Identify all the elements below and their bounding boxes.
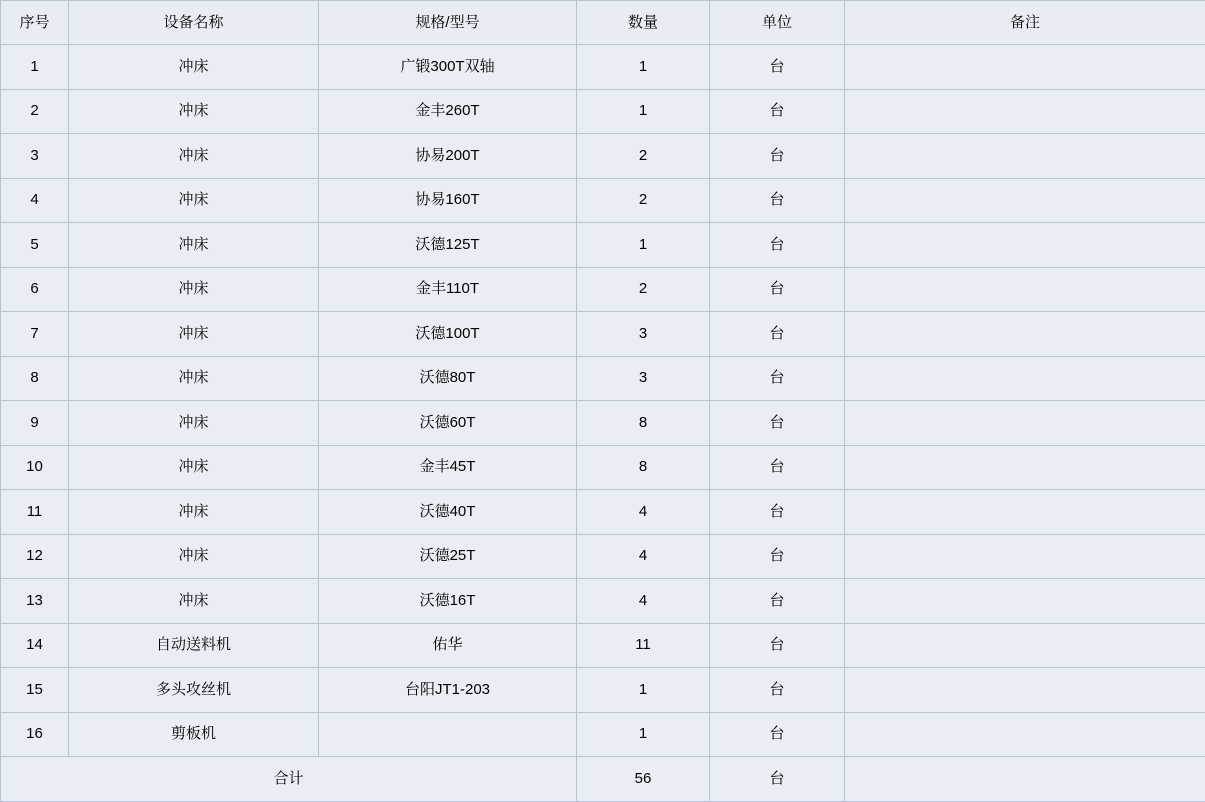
cell-qty: 1: [577, 223, 710, 268]
cell-unit: 台: [710, 267, 845, 312]
column-header-unit: 单位: [710, 1, 845, 45]
total-label: 合计: [1, 757, 577, 802]
cell-remark: [845, 490, 1205, 535]
cell-spec: [319, 712, 577, 757]
table-body: [1, 45, 1205, 802]
cell-unit: 台: [710, 623, 845, 668]
total-unit: 台: [710, 757, 845, 802]
cell-name: 冲床: [69, 45, 319, 90]
cell-name: 冲床: [69, 223, 319, 268]
table-row: [1, 356, 1205, 401]
cell-spec: 金丰45T: [319, 445, 577, 490]
cell-unit: 台: [710, 579, 845, 624]
cell-seq: 13: [1, 579, 69, 624]
cell-unit: 台: [710, 356, 845, 401]
cell-remark: [845, 178, 1205, 223]
cell-unit: 台: [710, 45, 845, 90]
cell-seq: 6: [1, 267, 69, 312]
cell-spec: 台阳JT1-203: [319, 668, 577, 713]
column-header-qty: 数量: [577, 1, 710, 45]
cell-name: 冲床: [69, 534, 319, 579]
cell-qty: 3: [577, 356, 710, 401]
cell-spec: 佑华: [319, 623, 577, 668]
cell-seq: 8: [1, 356, 69, 401]
cell-spec: 沃德25T: [319, 534, 577, 579]
cell-remark: [845, 712, 1205, 757]
cell-seq: 2: [1, 89, 69, 134]
cell-spec: 沃德100T: [319, 312, 577, 357]
cell-qty: 8: [577, 445, 710, 490]
column-header-spec: 规格/型号: [319, 1, 577, 45]
cell-spec: 协易160T: [319, 178, 577, 223]
cell-unit: 台: [710, 312, 845, 357]
cell-name: 冲床: [69, 178, 319, 223]
table-row: [1, 623, 1205, 668]
cell-name: 自动送料机: [69, 623, 319, 668]
table-row: [1, 312, 1205, 357]
column-header-seq: 序号: [1, 1, 69, 45]
cell-unit: 台: [710, 178, 845, 223]
table-row: [1, 668, 1205, 713]
cell-seq: 1: [1, 45, 69, 90]
cell-qty: 1: [577, 89, 710, 134]
cell-qty: 2: [577, 178, 710, 223]
cell-spec: 沃德16T: [319, 579, 577, 624]
cell-name: 冲床: [69, 356, 319, 401]
cell-seq: 10: [1, 445, 69, 490]
cell-unit: 台: [710, 668, 845, 713]
cell-unit: 台: [710, 712, 845, 757]
table-row: [1, 89, 1205, 134]
column-header-remark: 备注: [845, 1, 1205, 45]
cell-name: 冲床: [69, 134, 319, 179]
table-row: [1, 223, 1205, 268]
cell-seq: 11: [1, 490, 69, 535]
cell-name: 多头攻丝机: [69, 668, 319, 713]
cell-qty: 3: [577, 312, 710, 357]
cell-name: 剪板机: [69, 712, 319, 757]
cell-remark: [845, 623, 1205, 668]
cell-seq: 4: [1, 178, 69, 223]
cell-qty: 4: [577, 579, 710, 624]
header-row: [1, 1, 1205, 45]
cell-seq: 12: [1, 534, 69, 579]
cell-remark: [845, 134, 1205, 179]
cell-remark: [845, 223, 1205, 268]
cell-spec: 金丰110T: [319, 267, 577, 312]
cell-name: 冲床: [69, 579, 319, 624]
table-row: [1, 445, 1205, 490]
cell-qty: 8: [577, 401, 710, 446]
table-row: [1, 579, 1205, 624]
table-row: [1, 45, 1205, 90]
cell-unit: 台: [710, 445, 845, 490]
cell-name: 冲床: [69, 445, 319, 490]
cell-seq: 3: [1, 134, 69, 179]
cell-seq: 5: [1, 223, 69, 268]
cell-qty: 1: [577, 668, 710, 713]
cell-qty: 4: [577, 534, 710, 579]
cell-remark: [845, 45, 1205, 90]
table-row: [1, 534, 1205, 579]
cell-spec: 协易200T: [319, 134, 577, 179]
table-row: [1, 712, 1205, 757]
cell-seq: 16: [1, 712, 69, 757]
cell-name: 冲床: [69, 490, 319, 535]
cell-unit: 台: [710, 534, 845, 579]
table-row: [1, 134, 1205, 179]
cell-qty: 11: [577, 623, 710, 668]
cell-remark: [845, 312, 1205, 357]
cell-seq: 7: [1, 312, 69, 357]
cell-remark: [845, 89, 1205, 134]
cell-name: 冲床: [69, 312, 319, 357]
cell-qty: 1: [577, 45, 710, 90]
table-row: [1, 178, 1205, 223]
cell-spec: 沃德80T: [319, 356, 577, 401]
cell-spec: 金丰260T: [319, 89, 577, 134]
cell-name: 冲床: [69, 89, 319, 134]
column-header-name: 设备名称: [69, 1, 319, 45]
cell-seq: 14: [1, 623, 69, 668]
table-header: [1, 1, 1205, 45]
cell-unit: 台: [710, 401, 845, 446]
table-row: [1, 490, 1205, 535]
cell-name: 冲床: [69, 401, 319, 446]
total-qty: 56: [577, 757, 710, 802]
cell-remark: [845, 445, 1205, 490]
cell-spec: 沃德40T: [319, 490, 577, 535]
table-row: [1, 401, 1205, 446]
table-row: [1, 267, 1205, 312]
cell-remark: [845, 668, 1205, 713]
cell-remark: [845, 534, 1205, 579]
cell-unit: 台: [710, 89, 845, 134]
cell-unit: 台: [710, 490, 845, 535]
cell-seq: 9: [1, 401, 69, 446]
cell-spec: 沃德60T: [319, 401, 577, 446]
cell-remark: [845, 356, 1205, 401]
cell-spec: 沃德125T: [319, 223, 577, 268]
cell-qty: 2: [577, 134, 710, 179]
cell-qty: 4: [577, 490, 710, 535]
cell-seq: 15: [1, 668, 69, 713]
cell-unit: 台: [710, 223, 845, 268]
cell-spec: 广锻300T双轴: [319, 45, 577, 90]
cell-remark: [845, 401, 1205, 446]
cell-remark: [845, 579, 1205, 624]
cell-qty: 1: [577, 712, 710, 757]
cell-unit: 台: [710, 134, 845, 179]
cell-name: 冲床: [69, 267, 319, 312]
cell-remark: [845, 267, 1205, 312]
cell-qty: 2: [577, 267, 710, 312]
